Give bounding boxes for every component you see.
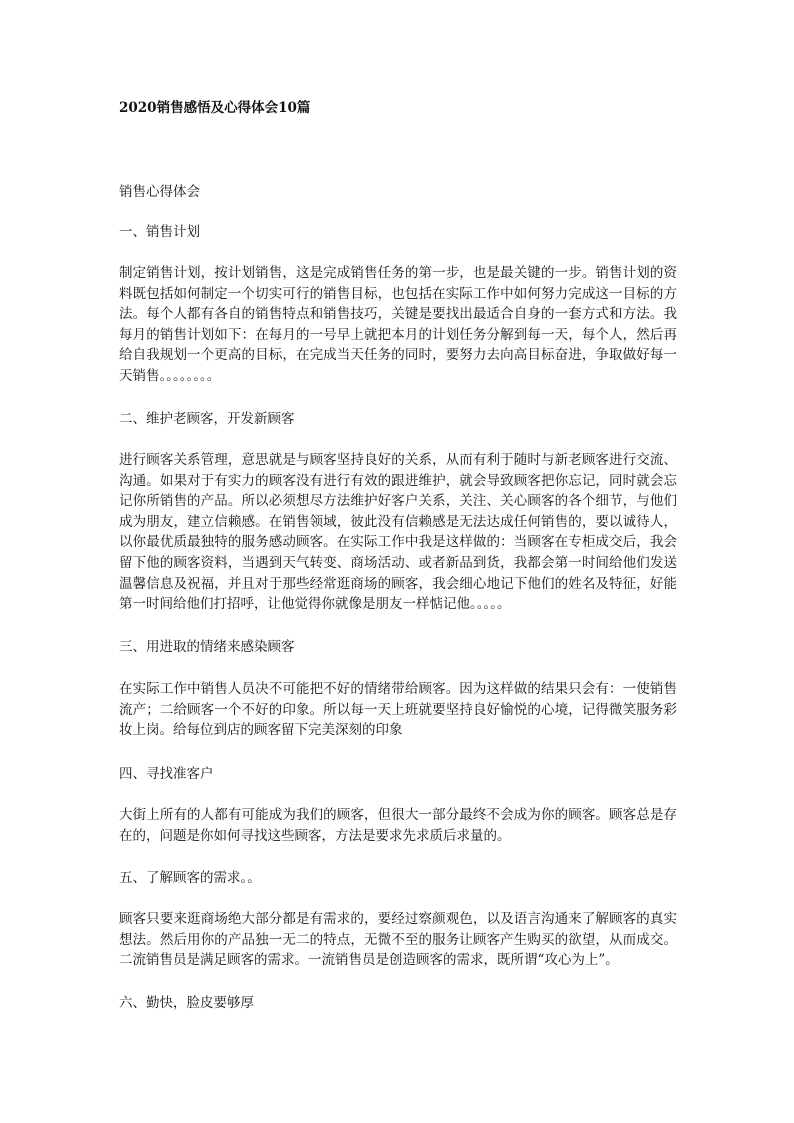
section-body-1: 制定销售计划，按计划销售，这是完成销售任务的第一步，也是最关键的一步。销售计划的资料既包括如何制定一个切实可行的销售目标，也包括在实际工作中如何努力完成这一目标的方法。每个人都有各自的销售特点和销售技巧，关键是要找出最适合自身的一套方式和方法。我每月的销售计划如下：在每月的一号早上就把本月的计划任务分解到每一天，每个人，然后再给自我规划一个更高的目标，在完成当天任务的同时，要努力去向高目标奋进，争取做好每一天销售。。。。。。。。 (119, 265, 677, 384)
section-heading-3: 三、用进取的情绪来感染顾客 (119, 639, 295, 655)
section-group-title: 销售心得体会 (119, 184, 200, 200)
section-heading-6: 六、勤快，脸皮要够厚 (119, 995, 254, 1011)
section-heading-1: 一、销售计划 (119, 224, 200, 240)
section-body-2: 进行顾客关系管理，意思就是与顾客坚持良好的关系，从而有利于随时与新老顾客进行交流、沟通。如果对于有实力的顾客没有进行有效的跟进维护，就会导致顾客把你忘记，同时就会忘记你所销售的产品。所以必须想尽方法维护好客户关系，关注、关心顾客的各个细节，与他们成为朋友，建立信赖感。在销售领域，彼此没有信赖感是无法达成任何销售的，要以诚待人，以你最优质最独特的服务感动顾客。在实际工作中我是这样做的：当顾客在专柜成交后，我会留下他的顾客资料，当遇到天气转变、商场活动、或者新品到货，我都会第一时间给他们发送温馨信息及祝福，并且对于那些经常逛商场的顾客，我会细心地记下他们的姓名及特征，好能第一时间给他们打招呼，让他觉得你就像是朋友一样惦记他。。。。。 (119, 452, 677, 613)
section-body-3: 在实际工作中销售人员决不可能把不好的情绪带给顾客。因为这样做的结果只会有：一使销售流产；二给顾客一个不好的印象。所以每一天上班就要坚持良好愉悦的心境，记得微笑服务彩妆上岗。给每位到店的顾客留下完美深刻的印象 (119, 681, 677, 739)
section-heading-4: 四、寻找准客户 (119, 766, 214, 782)
section-body-4: 大街上所有的人都有可能成为我们的顾客，但很大一部分最终不会成为你的顾客。顾客总是存在的，问题是你如何寻找这些顾客，方法是要求先求质后求量的。 (119, 807, 677, 844)
section-heading-2: 二、维护老顾客，开发新顾客 (119, 411, 295, 427)
section-heading-5: 五、了解顾客的需求。。 (119, 870, 261, 886)
document-title: 2020销售感悟及心得体会10篇 (119, 100, 311, 116)
section-body-5: 顾客只要来逛商场绝大部分都是有需求的，要经过察颜观色，以及语言沟通来了解顾客的真实想法。然后用你的产品独一无二的特点，无微不至的服务让顾客产生购买的欲望，从而成交。二流销售员是满足顾客的需求。一流销售员是创造顾客的需求，既所谓“攻心为上”。 (119, 911, 677, 969)
